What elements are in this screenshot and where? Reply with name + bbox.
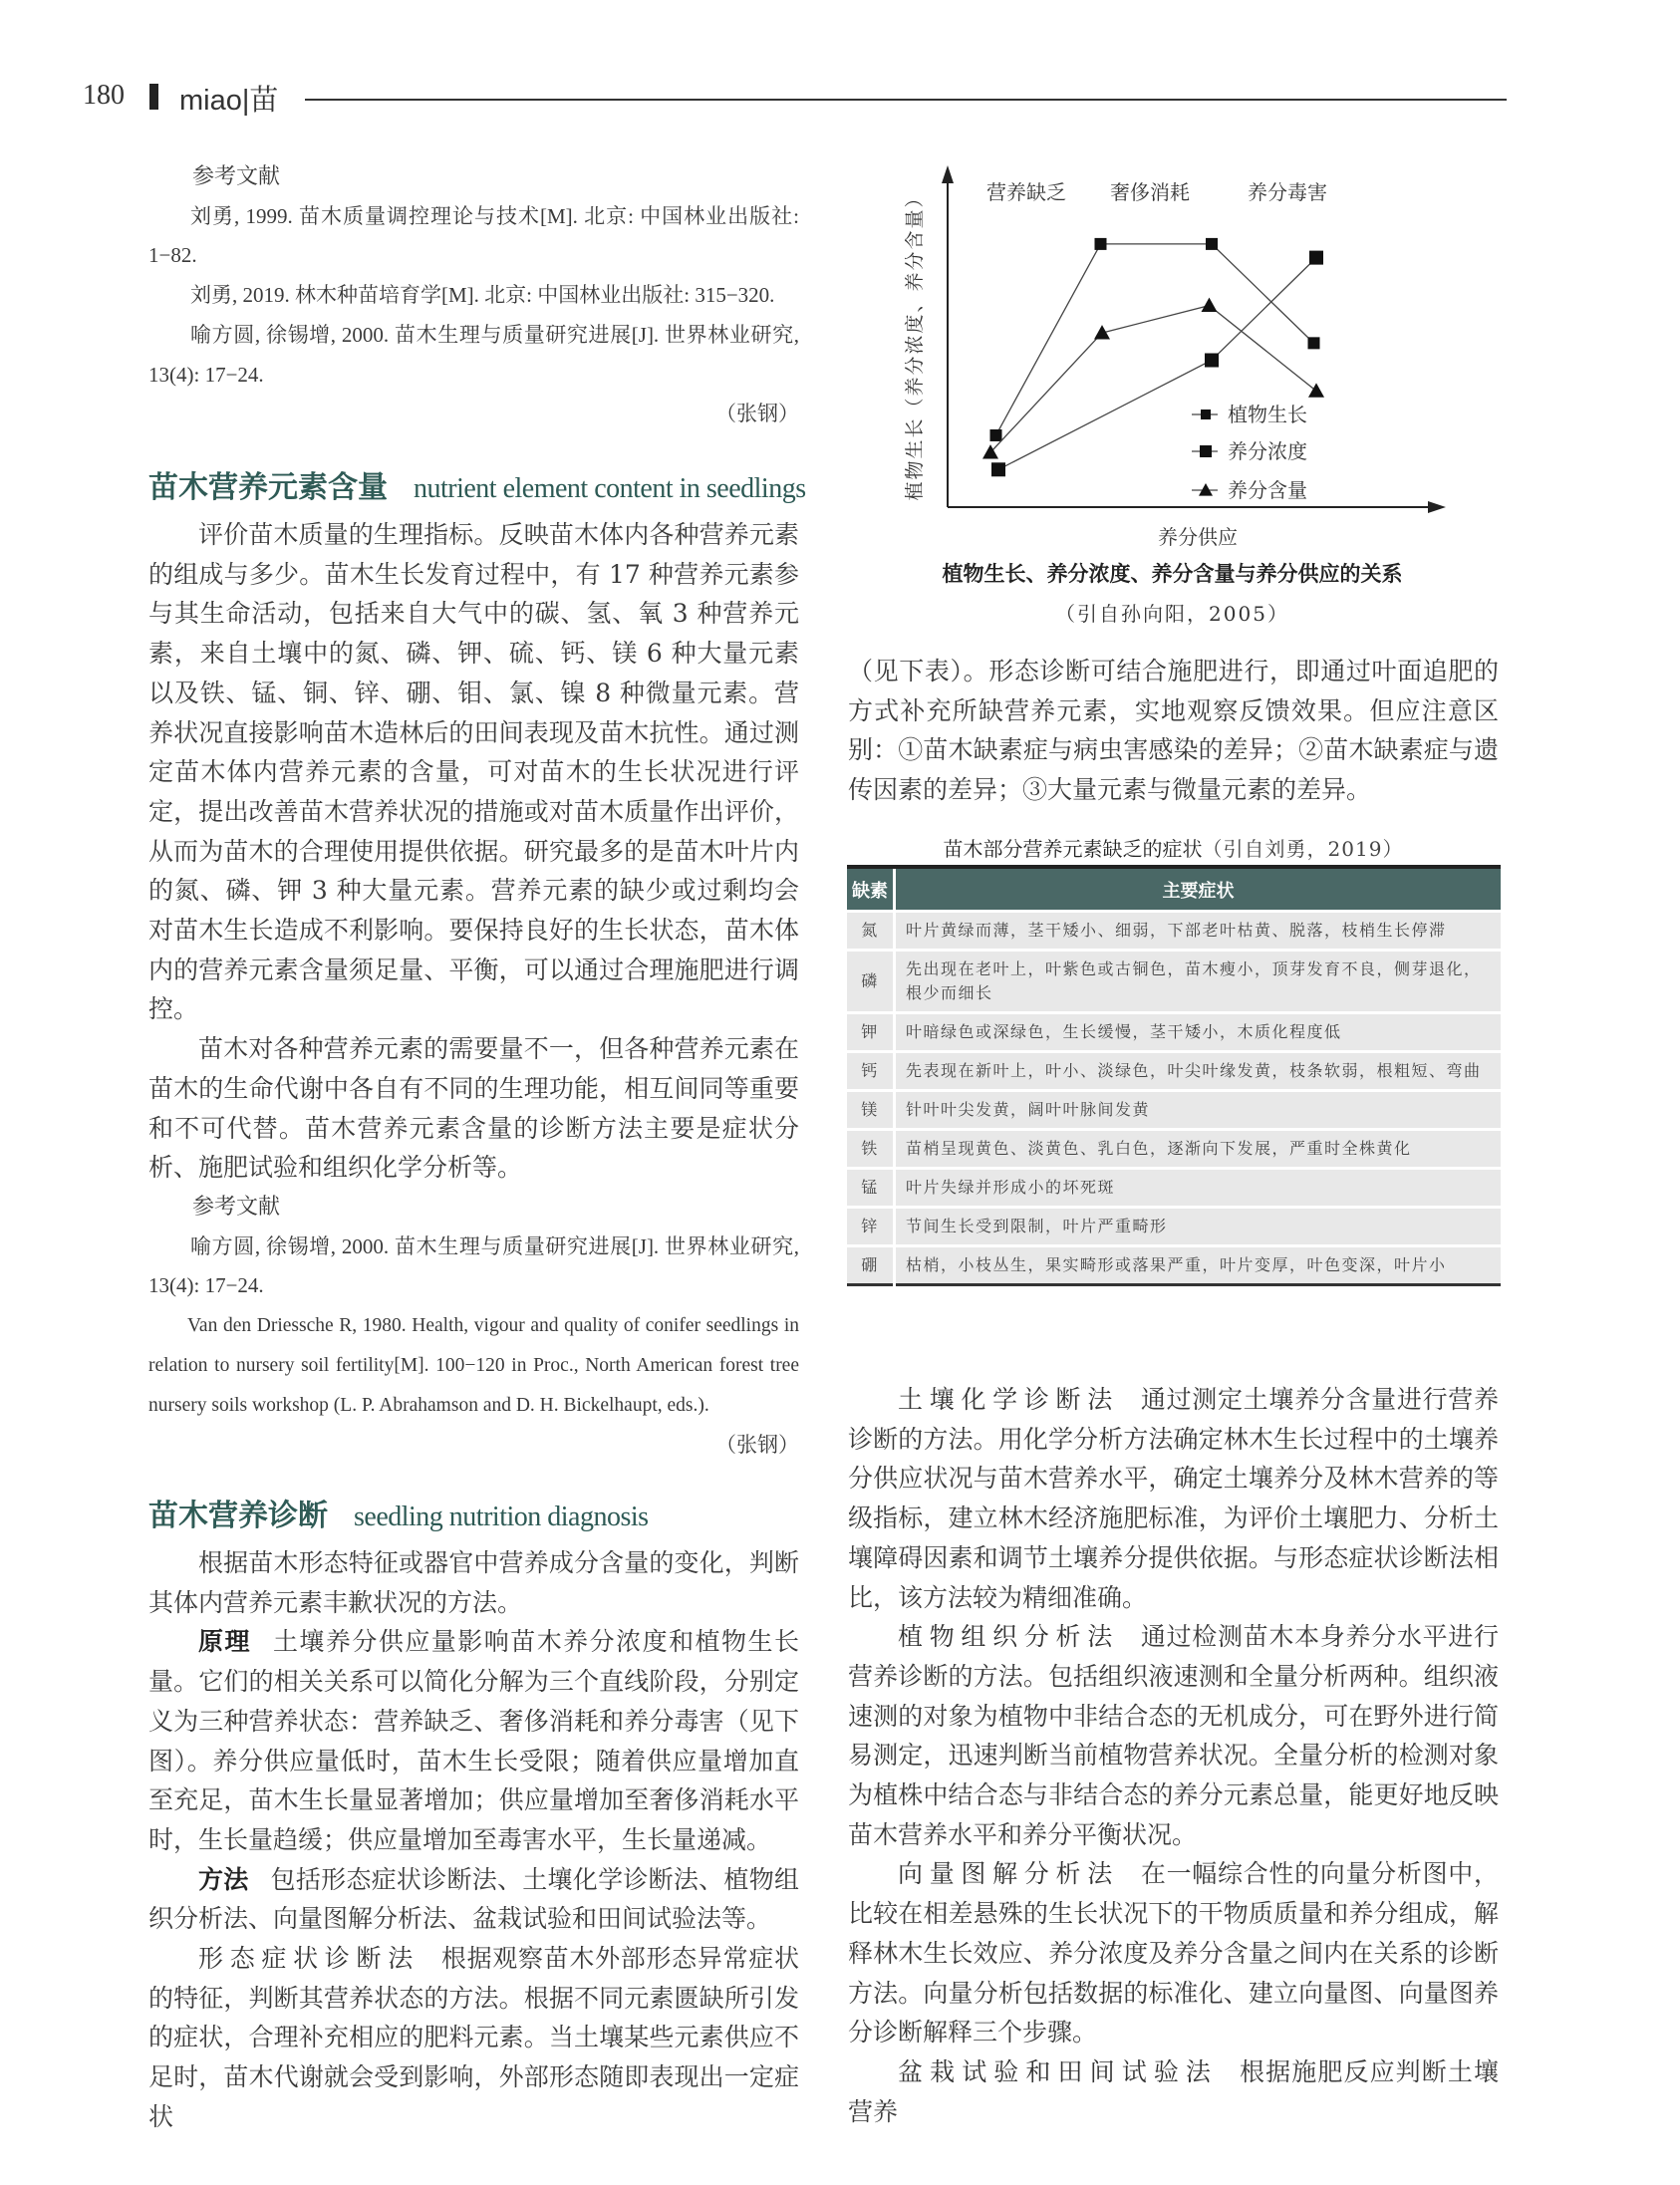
table-row [847,1246,1501,1285]
symptom-cell: 先出现在老叶上，叶紫色或古铜色，苗木瘦小，顶芽发育不良，侧芽退化，根少而细长 [895,951,1502,1013]
series-line [990,306,1316,452]
paragraph-text: 包括形态症状诊断法、土壤化学诊断法、植物组织分析法、向量图解分析法、盆栽试验和田间试验法等。 [148,1864,799,1934]
run-in-label: 盆栽试验和田间试验法 [898,2056,1219,2086]
run-in-label: 植物组织分析法 [898,1622,1119,1652]
run-in-label: 原理 [198,1627,251,1657]
table-title [848,833,1499,862]
stage-label: 营养缺乏 [986,180,1066,204]
symptom-cell: 先表现在新叶上，叶小、淡绿色，叶尖叶缘发黄，枝条软弱，根粗短、弯曲 [895,1052,1502,1091]
run-in-label: 向量图解分析法 [898,1859,1119,1889]
legend-label: 植物生长 [1228,403,1307,426]
reference-item: 喻方圆, 徐锡增, 2000. 苗木生理与质量研究进展[J]. 世界林业研究, 13(4): 17−24. [148,322,799,387]
element-cell: 铁 [847,1130,895,1169]
element-cell: 钾 [847,1013,895,1052]
y-axis-arrow [942,165,954,183]
paragraph-method [848,1380,1499,1617]
reference-item: 喻方圆, 徐锡增, 2000. 苗木生理与质量研究进展[J]. 世界林业研究, 13(4): 17−24. [148,1233,799,1298]
symptom-cell: 枯梢，小枝丛生，果实畸形或落果严重，叶片变厚，叶色变深，叶片小 [895,1246,1502,1285]
symptom-cell: 叶片失绿并形成小的坏死斑 [895,1169,1502,1208]
paragraph: （见下表）。形态诊断可结合施肥进行，即通过叶面追肥的方式补充所缺营养元素，实地观察反馈效果。但应注意区别：①苗木缺素症与病虫害感染的差异；②苗木缺素症与遗传因素的差异；③大量元素与微量元素的差异。 [848,657,1499,805]
right-methods [848,1380,1499,2131]
symptom-cell: 苗梢呈现黄色、淡黄色、乳白色，逐渐向下发展，严重时全株黄化 [895,1130,1502,1169]
reference-item: 刘勇, 2019. 林木种苗培育学[M]. 北京: 中国林业出版社: 315−320. [190,283,775,308]
table-row [847,1208,1501,1246]
table-row [847,1169,1501,1208]
element-cell: 氮 [847,912,895,951]
deficiency-table [847,865,1501,1286]
references-title: 参考文献 [192,164,281,189]
paragraph: 苗木对各种营养元素的需要量不一，但各种营养元素在苗木的生命代谢中各自有不同的生理功能，相互间同等重要和不可代替。苗木营养元素含量的诊断方法主要是症状分析、施肥试验和组织化学分析等。 [148,1034,799,1183]
stage-label: 养分毒害 [1248,180,1327,204]
data-point [990,429,1002,441]
column-header: 缺素 [847,867,895,912]
table-row [847,1130,1501,1169]
paragraph-method [848,2052,1499,2131]
paragraph-text: 在一幅综合性的向量分析图中，比较在相差悬殊的生长状况下的干物质质量和养分组成，解释林木生长效应、养分浓度及养分含量之间内在关系的诊断方法。向量分析包括数据的标准化、建立向量图、向量图养分诊断解释三个步骤。 [848,1859,1499,2048]
data-point [1202,298,1218,312]
heading-en: seedling nutrition diagnosis [354,1502,649,1532]
legend-marker [1199,483,1213,496]
paragraph: 评价苗木质量的生理指标。反映苗木体内各种营养元素的组成与多少。苗木生长发育过程中，有 17 种营养元素参与其生命活动，包括来自大气中的碳、氢、氧 3 种营养元素，来自土壤中的氮、磷、钾、硫、钙、镁 6 种大量元素以及铁、锰、铜、锌、硼、钼、氯、镍 8 种微量元素。营养状况直接影响苗木造林后的田间表现及苗木抗性。通过测定苗木体内营养元素的含量，可对苗木的生长状况进行评定，提出改善苗木营养状况的措施或对苗木质量作出评价，从而为苗木的合理使用提供依据。研究最多的是苗木叶片内的氮、磷、钾 3 种大量元素。营养元素的缺少或过剩均会对苗木生长造成不利影响。要保持良好的生长状态，苗木体内的营养元素含量须足量、平衡，可以通过合理施肥进行调控。 [148,520,799,1024]
element-cell: 镁 [847,1091,895,1130]
deficiency-table-wrap [847,865,1501,1286]
data-point [991,462,1005,476]
chart-legend [1192,403,1307,502]
data-point [1308,383,1324,397]
figure-caption: 植物生长、养分浓度、养分含量与养分供应的关系 [942,561,1403,586]
table-row [847,1091,1501,1130]
page-number: 180 [83,80,125,111]
x-axis-label: 养分供应 [1158,525,1238,549]
element-cell: 钙 [847,1052,895,1091]
references-title: 参考文献 [192,1194,281,1220]
table-row [847,912,1501,951]
legend-marker [1200,445,1212,457]
data-point [1309,251,1323,265]
author: （张钢） [715,1433,799,1458]
table-row [847,1052,1501,1091]
series-line [998,258,1316,470]
data-point [1308,337,1320,349]
heading-cn: 苗木营养诊断 [148,1499,328,1533]
table-source: （引自刘勇，2019） [1202,837,1404,861]
run-in-label: 土壤化学诊断法 [898,1385,1119,1414]
table-row [847,951,1501,1013]
author: （张钢） [715,402,799,426]
paragraph-principle [148,1622,799,1859]
data-point [1206,238,1218,250]
symptom-cell: 针叶叶尖发黄，阔叶叶脉间发黄 [895,1091,1502,1130]
element-cell: 磷 [847,951,895,1013]
paragraph-text: 通过测定土壤养分含量进行营养诊断的方法。用化学分析方法确定林木生长过程中的土壤养分供应状况与苗木营养水平，确定土壤养分及林木营养的等级指标，建立林木经济施肥标准，为评价土壤肥力、分析土壤障碍因素和调节土壤养分提供依据。与形态症状诊断法相比，该方法较为精细准确。 [848,1385,1499,1612]
legend-label: 养分浓度 [1228,439,1307,463]
paragraph-text: 通过检测苗木本身养分水平进行营养诊断的方法。包括组织液速测和全量分析两种。组织液速测的对象为植物中非结合态的无机成分，可在野外进行简易测定，迅速判断当前植物营养状况。全量分析的检测对象为植株中结合态与非结合态的养分元素总量，能更好地反映苗木营养水平和养分平衡状况。 [848,1622,1499,1849]
paragraph-method [848,1854,1499,2052]
heading-cn: 苗木营养元素含量 [148,470,388,505]
paragraph-method [848,1617,1499,1854]
y-axis-label: 植物生长（养分浓度、养分含量） [904,186,926,501]
x-axis-arrow [1428,501,1446,513]
reference-item: 刘勇, 1999. 苗木质量调控理论与技术[M]. 北京: 中国林业出版社: 1−82. [148,203,799,268]
element-cell: 锰 [847,1169,895,1208]
data-point [1095,238,1107,250]
stage-label: 奢侈消耗 [1110,180,1190,204]
legend-marker [1201,410,1211,419]
paragraph-text: 土壤养分供应量影响苗木养分浓度和植物生长量。它们的相关关系可以简化分解为三个直线阶段，分别定义为三种营养状态：营养缺乏、奢侈消耗和养分毒害（见下图）。养分供应量低时，苗木生长受限；随着供应量增加直至充足，苗木生长量显著增加；供应量增加至奢侈消耗水平时，生长量趋缓；供应量增加至毒害水平，生长量递减。 [148,1627,799,1854]
element-cell: 锌 [847,1208,895,1246]
table-row [847,1013,1501,1052]
table-title-text: 苗木部分营养元素缺乏的症状 [943,837,1203,861]
section-nutrition-diagnosis [148,1495,799,2137]
symptom-cell: 节间生长受到限制，叶片严重畸形 [895,1208,1502,1246]
column-header: 主要症状 [895,867,1502,912]
symptom-cell: 叶暗绿色或深绿色，生长缓慢，茎干矮小，木质化程度低 [895,1013,1502,1052]
section-heading [148,1495,799,1539]
paragraph: 根据苗木形态特征或器官中营养成分含量的变化，判断其体内营养元素丰歉状况的方法。 [148,1548,799,1617]
heading-en: nutrient element content in seedlings [414,473,806,504]
run-in-label: 方法 [198,1864,249,1894]
symptom-cell: 叶片黄绿而薄，茎干矮小、细弱，下部老叶枯黄、脱落，枝梢生长停滞 [895,912,1502,951]
running-head: miao|苗 [179,85,279,117]
element-cell: 硼 [847,1246,895,1285]
paragraph-text: 根据观察苗木外部形态异常症状的特征，判断其营养状态的方法。根据不同元素匮缺所引发的症状，合理补充相应的肥料元素。当土壤某些元素供应不足时，苗木代谢就会受到影响，外部形态随即表现出一定症状 [148,1944,799,2131]
right-continued-text [848,652,1499,810]
legend-label: 养分含量 [1228,478,1307,502]
figure-source: （引自孙向阳，2005） [1055,602,1289,626]
paragraph-method [148,1860,799,1939]
reference-item-en: Van den Driessche R, 1980. Health, vigour and quality of conifer seedlings in relation to nursery soil fertility[M]. 100−120 in Proc., North American forest tree nursery soils workshop (L. P. Abrahamson and D. H. Bickelhaupt, eds.). [148,1315,799,1417]
paragraph-text: 根据施肥反应判断土壤营养 [848,2056,1499,2126]
paragraph-morph [148,1939,799,2137]
run-in-label: 形态症状诊断法 [198,1944,420,1974]
data-point [1205,354,1219,368]
chart-axes [942,165,1446,513]
